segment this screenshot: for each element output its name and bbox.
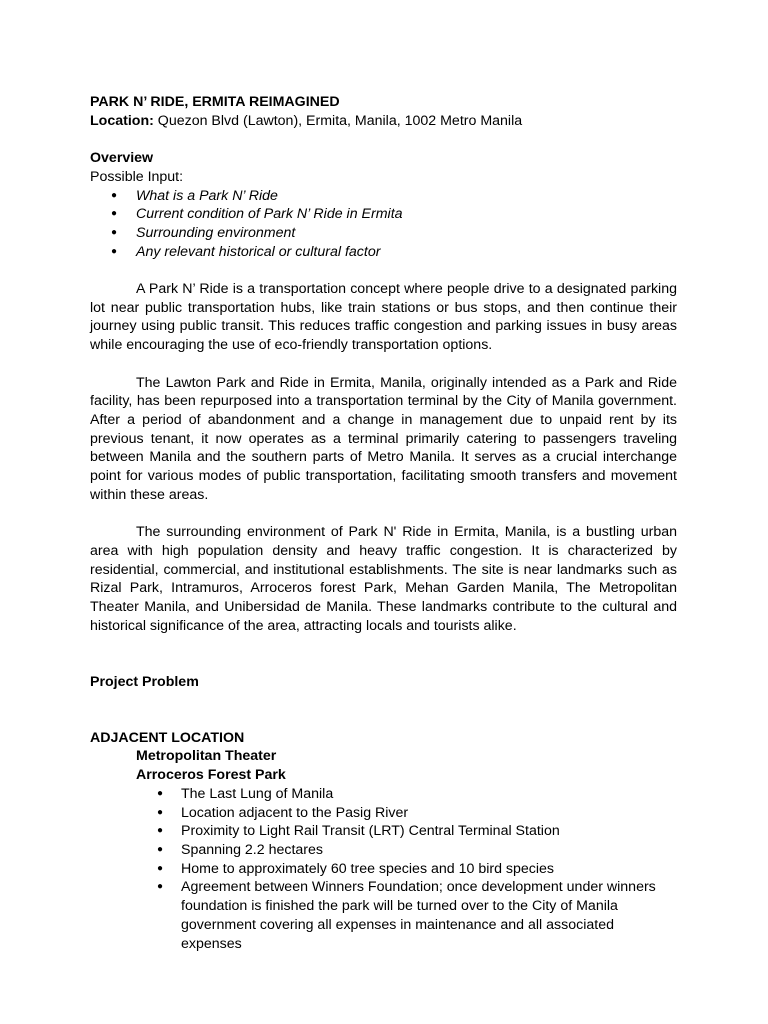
list-item: ● Home to approximately 60 tree species and 10 bird species [90, 860, 677, 879]
paragraph-lawton-terminal: The Lawton Park and Ride in Ermita, Manila, originally intended as a Park and Ride facility, has been repurposed into a transportation terminal by the City of Manila government. After a period of abandonment and a change in management due to unpaid rent by its previous tenant, it now operates as a terminal primarily catering to passengers traveling between Manila and the southern parts of Metro Manila. It serves as a crucial interchange point for various modes of public transportation, facilitating smooth transfers and movement within these areas. [90, 374, 677, 503]
list-item: ● What is a Park N’ Ride [90, 187, 677, 206]
list-item: ● Surrounding environment [90, 224, 677, 243]
paragraph-park-n-ride-concept: A Park N’ Ride is a transportation concept where people drive to a designated parking lot near public transportation hubs, like train stations or bus stops, and then continue their journey using public transit. This reduces traffic congestion and parking issues in busy areas while encouraging the use of eco-friendly transportation options. [90, 281, 677, 354]
document-body [90, 93, 677, 953]
list-item: ● The Last Lung of Manila [90, 785, 677, 804]
list-item: ● Any relevant historical or cultural factor [90, 243, 677, 262]
metropolitan-theater-subheading: Metropolitan Theater [136, 748, 277, 765]
list-item: ● Spanning 2.2 hectares [90, 841, 677, 860]
location-label: Location: [90, 112, 154, 129]
paragraph-surrounding-environment: The surrounding environment of Park N' Ride in Ermita, Manila, is a bustling urban area with high population density and heavy traffic congestion. It is characterized by residential, commercial, and institutional establishments. The site is near landmarks such as Rizal Park, Intramuros, Arroceros forest Park, Mehan Garden Manila, The Metropolitan Theater Manila, and Unibersidad de Manila. These landmarks contribute to the cultural and historical significance of the area, attracting locals and tourists alike. [90, 524, 677, 634]
arroceros-list [90, 785, 677, 953]
list-item: ● Proximity to Light Rail Transit (LRT) Central Terminal Station [90, 822, 677, 841]
location-value: Quezon Blvd (Lawton), Ermita, Manila, 1002 Metro Manila [157, 112, 523, 129]
document-title: PARK N’ RIDE, ERMITA REIMAGINED [90, 94, 340, 110]
adjacent-location-heading: ADJACENT LOCATION [90, 729, 245, 746]
project-problem-heading: Project Problem [90, 673, 199, 690]
overview-intro: Possible Input: [90, 168, 184, 185]
arroceros-forest-park-subheading: Arroceros Forest Park [136, 767, 286, 784]
list-item: ● Current condition of Park N’ Ride in Ermita [90, 205, 677, 224]
location-line [90, 112, 677, 131]
list-item: ● Agreement between Winners Foundation; once development under winners foundation is finished the park will be turned over to the City of Manila government covering all expenses in maintenance and all associated expenses [90, 878, 677, 953]
list-item: ● Location adjacent to the Pasig River [90, 804, 677, 823]
overview-heading: Overview [90, 150, 154, 167]
overview-list [90, 187, 677, 262]
